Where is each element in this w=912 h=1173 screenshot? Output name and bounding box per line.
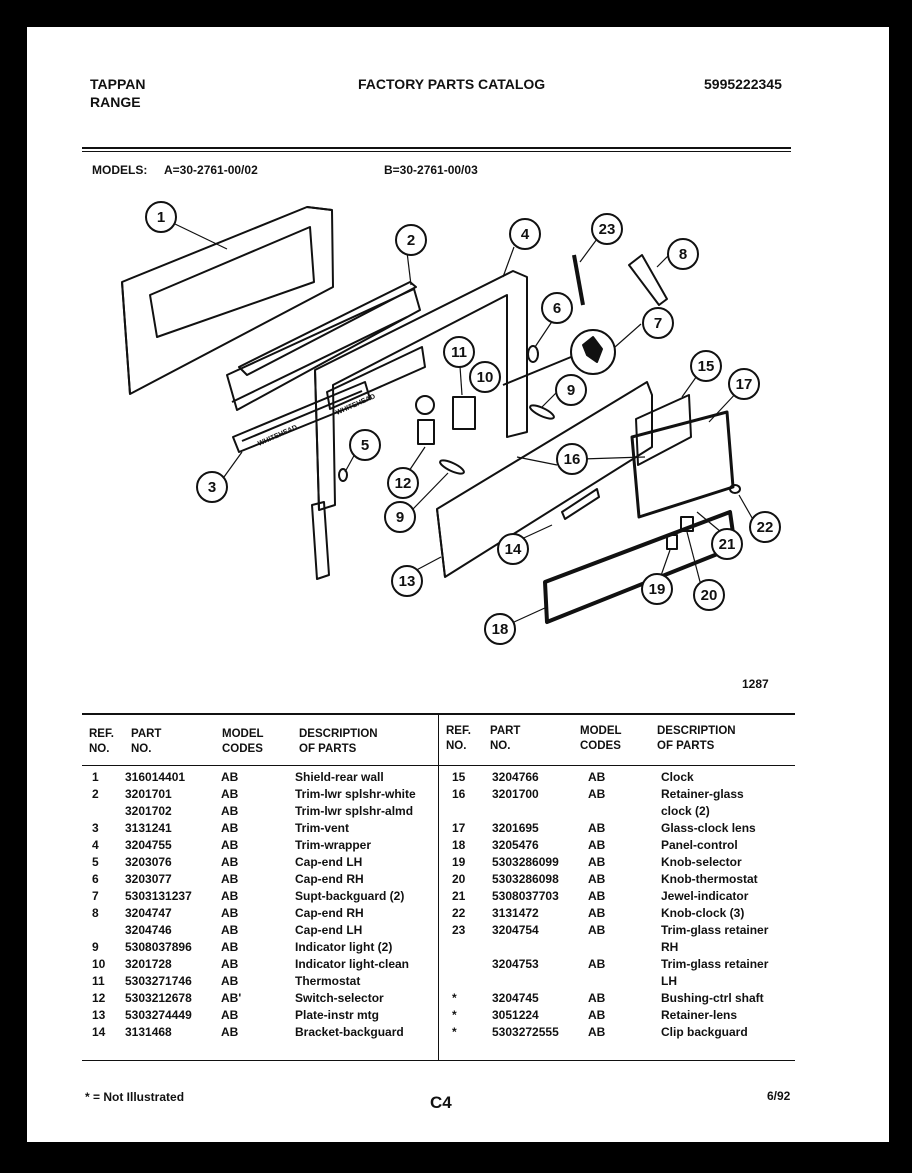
table-cell-desc: clock (2)	[661, 804, 710, 818]
table-cell-part: 3203077	[125, 872, 172, 886]
panel-print-a: WHITEHEAD	[334, 393, 377, 417]
table-cell-ref: 9	[92, 940, 99, 954]
table-cell-code: AB	[588, 1008, 606, 1022]
svg-text:16: 16	[563, 451, 581, 468]
table-cell-code: AB	[221, 906, 239, 920]
table-cell-part: 5308037896	[125, 940, 192, 954]
brand-line-1: TAPPAN	[90, 76, 146, 92]
catalog-page	[27, 27, 889, 1142]
callout-5	[350, 430, 380, 460]
page-number: C4	[430, 1093, 452, 1112]
table-cell-desc: Trim-lwr splshr-white	[295, 787, 416, 801]
table-cell-desc: Switch-selector	[295, 991, 384, 1005]
table-cell-part: 5303272555	[492, 1025, 559, 1039]
table-cell-ref: 21	[452, 889, 466, 903]
table-cell-part: 3201700	[492, 787, 539, 801]
table-cell-ref: 13	[92, 1008, 106, 1022]
table-cell-code: AB	[221, 889, 239, 903]
table-bottom-rule	[82, 1060, 795, 1061]
models-label: MODELS:	[92, 163, 148, 177]
table-cell-desc: Thermostat	[295, 974, 361, 988]
table-cell-code: AB	[221, 838, 239, 852]
table-cell-desc: RH	[661, 940, 679, 954]
table-cell-desc: Retainer-glass	[661, 787, 744, 801]
table-cell-desc: Trim-glass retainer	[661, 957, 769, 971]
svg-text:6: 6	[552, 300, 562, 317]
table-cell-ref: 18	[452, 838, 466, 852]
table-cell-part: 5303286098	[492, 872, 559, 886]
part-instrument-plate	[437, 382, 652, 577]
table-cell-part: 5303131237	[125, 889, 192, 903]
table-cell-part: 3204755	[125, 838, 172, 852]
table-cell-desc: Shield-rear wall	[295, 770, 384, 784]
col-model-header-right: MODEL CODES	[580, 725, 622, 752]
table-cell-desc: Knob-selector	[661, 855, 742, 869]
model-b: B=30-2761-00/03	[384, 163, 478, 177]
svg-text:12: 12	[394, 475, 412, 492]
table-cell-desc: Bracket-backguard	[295, 1025, 404, 1039]
part-shield-rear-wall	[122, 207, 333, 394]
table-cell-desc: Clip backguard	[661, 1025, 748, 1039]
table-cell-ref: *	[452, 1025, 457, 1039]
svg-text:7: 7	[653, 315, 663, 332]
table-cell-code: AB	[221, 1025, 239, 1039]
table-cell-part: 3204747	[125, 906, 172, 920]
table-cell-code: AB	[588, 957, 606, 971]
callout-14	[498, 534, 528, 564]
col-desc-header-left: DESCRIPTION OF PARTS	[299, 728, 378, 755]
table-cell-desc: Trim-vent	[295, 821, 350, 835]
table-cell-ref: 6	[92, 872, 99, 886]
table-cell-desc: Trim-glass retainer	[661, 923, 769, 937]
callout-7	[643, 308, 673, 338]
svg-text:21: 21	[718, 536, 736, 553]
table-cell-ref: 8	[92, 906, 99, 920]
table-cell-code: AB	[588, 787, 606, 801]
table-cell-part: 5303212678	[125, 991, 192, 1005]
table-cell-ref: 15	[452, 770, 466, 784]
svg-text:3: 3	[207, 479, 217, 496]
svg-text:2: 2	[406, 232, 416, 249]
table-cell-desc: Supt-backguard (2)	[295, 889, 405, 903]
callout-10	[470, 362, 500, 392]
table-divider	[438, 715, 439, 1060]
table-cell-code: AB	[221, 821, 239, 835]
callout-9a	[556, 375, 586, 405]
callout-17	[729, 369, 759, 399]
table-cell-ref: 22	[452, 906, 466, 920]
svg-text:5: 5	[360, 437, 370, 454]
table-cell-part: 5308037703	[492, 889, 559, 903]
model-a: A=30-2761-00/02	[164, 163, 258, 177]
part-wrapper-trim	[312, 271, 527, 579]
table-cell-code: AB	[588, 1025, 606, 1039]
col-part-header-right: PART NO.	[490, 725, 521, 752]
table-cell-ref: 5	[92, 855, 99, 869]
table-cell-part: 3204753	[492, 957, 539, 971]
table-cell-desc: Cap-end RH	[295, 872, 364, 886]
table-cell-part: 3201695	[492, 821, 539, 835]
table-cell-ref: 11	[92, 974, 105, 988]
table-cell-desc: Trim-lwr splshr-almd	[295, 804, 414, 818]
callout-18	[485, 614, 515, 644]
catalog-number: 5995222345	[704, 76, 782, 92]
table-cell-part: 3204745	[492, 991, 539, 1005]
table-cell-desc: Knob-clock (3)	[661, 906, 745, 920]
callout-2	[396, 225, 426, 255]
svg-text:4: 4	[520, 226, 530, 243]
table-cell-code: AB	[588, 770, 606, 784]
table-cell-desc: Knob-thermostat	[661, 872, 758, 886]
table-cell-code: AB	[221, 787, 239, 801]
table-cell-ref: 14	[92, 1025, 106, 1039]
table-cell-code: AB	[221, 1008, 239, 1022]
table-cell-part: 3204754	[492, 923, 539, 937]
table-cell-part: 3204746	[125, 923, 172, 937]
callout-20	[694, 580, 724, 610]
panel-print-b: WHITEHEAD	[256, 424, 299, 448]
table-cell-desc: Glass-clock lens	[661, 821, 756, 835]
table-cell-desc: Clock	[661, 770, 694, 784]
svg-text:8: 8	[678, 246, 688, 263]
callout-11	[444, 337, 474, 367]
col-desc-header-right: DESCRIPTION OF PARTS	[657, 725, 736, 752]
table-cell-code: AB	[221, 940, 239, 954]
table-cell-code: AB	[588, 889, 606, 903]
callout-8	[668, 239, 698, 269]
part-support-backguard	[503, 330, 615, 385]
table-cell-code: AB	[588, 991, 606, 1005]
table-cell-code: AB	[221, 804, 239, 818]
table-cell-ref: 2	[92, 787, 99, 801]
table-cell-part: 5303271746	[125, 974, 192, 988]
table-cell-part: 3203076	[125, 855, 172, 869]
table-cell-ref: 19	[452, 855, 466, 869]
svg-text:1: 1	[156, 209, 166, 226]
table-cell-desc: Indicator light-clean	[295, 957, 410, 971]
table-cell-ref: 10	[92, 957, 106, 971]
table-cell-code: AB	[588, 923, 606, 937]
callout-15	[691, 351, 721, 381]
table-cell-ref: 1	[92, 770, 99, 784]
catalog-title: FACTORY PARTS CATALOG	[358, 76, 546, 92]
table-cell-desc: Panel-control	[661, 838, 738, 852]
print-date: 6/92	[767, 1089, 791, 1103]
table-cell-desc: Cap-end RH	[295, 906, 364, 920]
table-cell-ref: 20	[452, 872, 466, 886]
table-cell-code: AB	[588, 872, 606, 886]
table-cell-desc: Jewel-indicator	[661, 889, 749, 903]
table-cell-part: 3051224	[492, 1008, 539, 1022]
table-cell-code: AB	[221, 923, 239, 937]
table-cell-ref: 3	[92, 821, 99, 835]
table-cell-code: AB	[221, 957, 239, 971]
svg-text:19: 19	[648, 581, 666, 598]
svg-text:11: 11	[451, 344, 467, 361]
table-cell-desc: Retainer-lens	[661, 1008, 738, 1022]
callout-12	[388, 468, 418, 498]
svg-text:20: 20	[700, 587, 718, 604]
table-cell-code: AB	[588, 855, 606, 869]
svg-text:23: 23	[598, 221, 616, 238]
table-cell-ref: 12	[92, 991, 106, 1005]
table-cell-part: 5303286099	[492, 855, 559, 869]
table-cell-code: AB	[588, 821, 606, 835]
svg-text:9: 9	[395, 509, 405, 526]
table-cell-code: AB'	[221, 991, 242, 1005]
table-cell-part: 3131472	[492, 906, 539, 920]
table-cell-part: 3201702	[125, 804, 172, 818]
table-cell-code: AB	[221, 872, 239, 886]
table-cell-ref: *	[452, 991, 457, 1005]
table-cell-part: 3201728	[125, 957, 172, 971]
svg-text:18: 18	[491, 621, 509, 638]
svg-text:13: 13	[398, 573, 416, 590]
svg-text:10: 10	[476, 369, 494, 386]
table-cell-code: AB	[588, 838, 606, 852]
part-splasher-trim	[227, 282, 420, 410]
callout-4	[510, 219, 540, 249]
callout-1	[146, 202, 176, 232]
svg-text:17: 17	[735, 376, 753, 393]
table-cell-ref: 17	[452, 821, 466, 835]
table-cell-desc: Cap-end LH	[295, 855, 363, 869]
svg-text:15: 15	[697, 358, 715, 375]
footnote: * = Not Illustrated	[85, 1090, 185, 1104]
callout-21	[712, 529, 742, 559]
table-cell-desc: LH	[661, 974, 677, 988]
table-header-rule	[82, 765, 795, 766]
callout-16a	[557, 444, 587, 474]
table-cell-code: AB	[221, 855, 239, 869]
table-cell-code: AB	[221, 974, 239, 988]
table-cell-desc: Indicator light (2)	[295, 940, 393, 954]
table-cell-desc: Plate-instr mtg	[295, 1008, 380, 1022]
table-cell-ref: 23	[452, 923, 466, 937]
table-cell-code: AB	[221, 770, 239, 784]
callout-23	[592, 214, 622, 244]
table-cell-part: 5303274449	[125, 1008, 192, 1022]
table-cell-part: 3131241	[125, 821, 172, 835]
callout-6	[542, 293, 572, 323]
table-cell-desc: Cap-end LH	[295, 923, 363, 937]
table-cell-ref: 4	[92, 838, 99, 852]
svg-text:9: 9	[566, 382, 576, 399]
exploded-parts-diagram	[27, 27, 889, 687]
callout-9b	[385, 502, 415, 532]
table-cell-part: 3205476	[492, 838, 539, 852]
table-cell-ref: 16	[452, 787, 466, 801]
table-cell-ref: 7	[92, 889, 99, 903]
callout-13	[392, 566, 422, 596]
table-cell-part: 3201701	[125, 787, 172, 801]
callout-3	[197, 472, 227, 502]
table-cell-desc: Trim-wrapper	[295, 838, 372, 852]
figure-number: 1287	[742, 677, 769, 691]
col-part-header-left: PART NO.	[131, 728, 162, 755]
table-cell-ref: *	[452, 1008, 457, 1022]
col-ref-header-right: REF. NO.	[446, 725, 471, 752]
table-cell-part: 316014401	[125, 770, 186, 784]
table-cell-part: 3204766	[492, 770, 539, 784]
col-ref-header-left: REF. NO.	[89, 728, 114, 755]
table-cell-part: 3131468	[125, 1025, 172, 1039]
svg-text:22: 22	[756, 519, 774, 536]
svg-text:14: 14	[504, 541, 522, 558]
table-cell-desc: Bushing-ctrl shaft	[661, 991, 764, 1005]
col-model-header-left: MODEL CODES	[222, 728, 264, 755]
callout-19	[642, 574, 672, 604]
table-cell-code: AB	[588, 906, 606, 920]
brand-line-2: RANGE	[90, 94, 141, 110]
callout-22	[750, 512, 780, 542]
